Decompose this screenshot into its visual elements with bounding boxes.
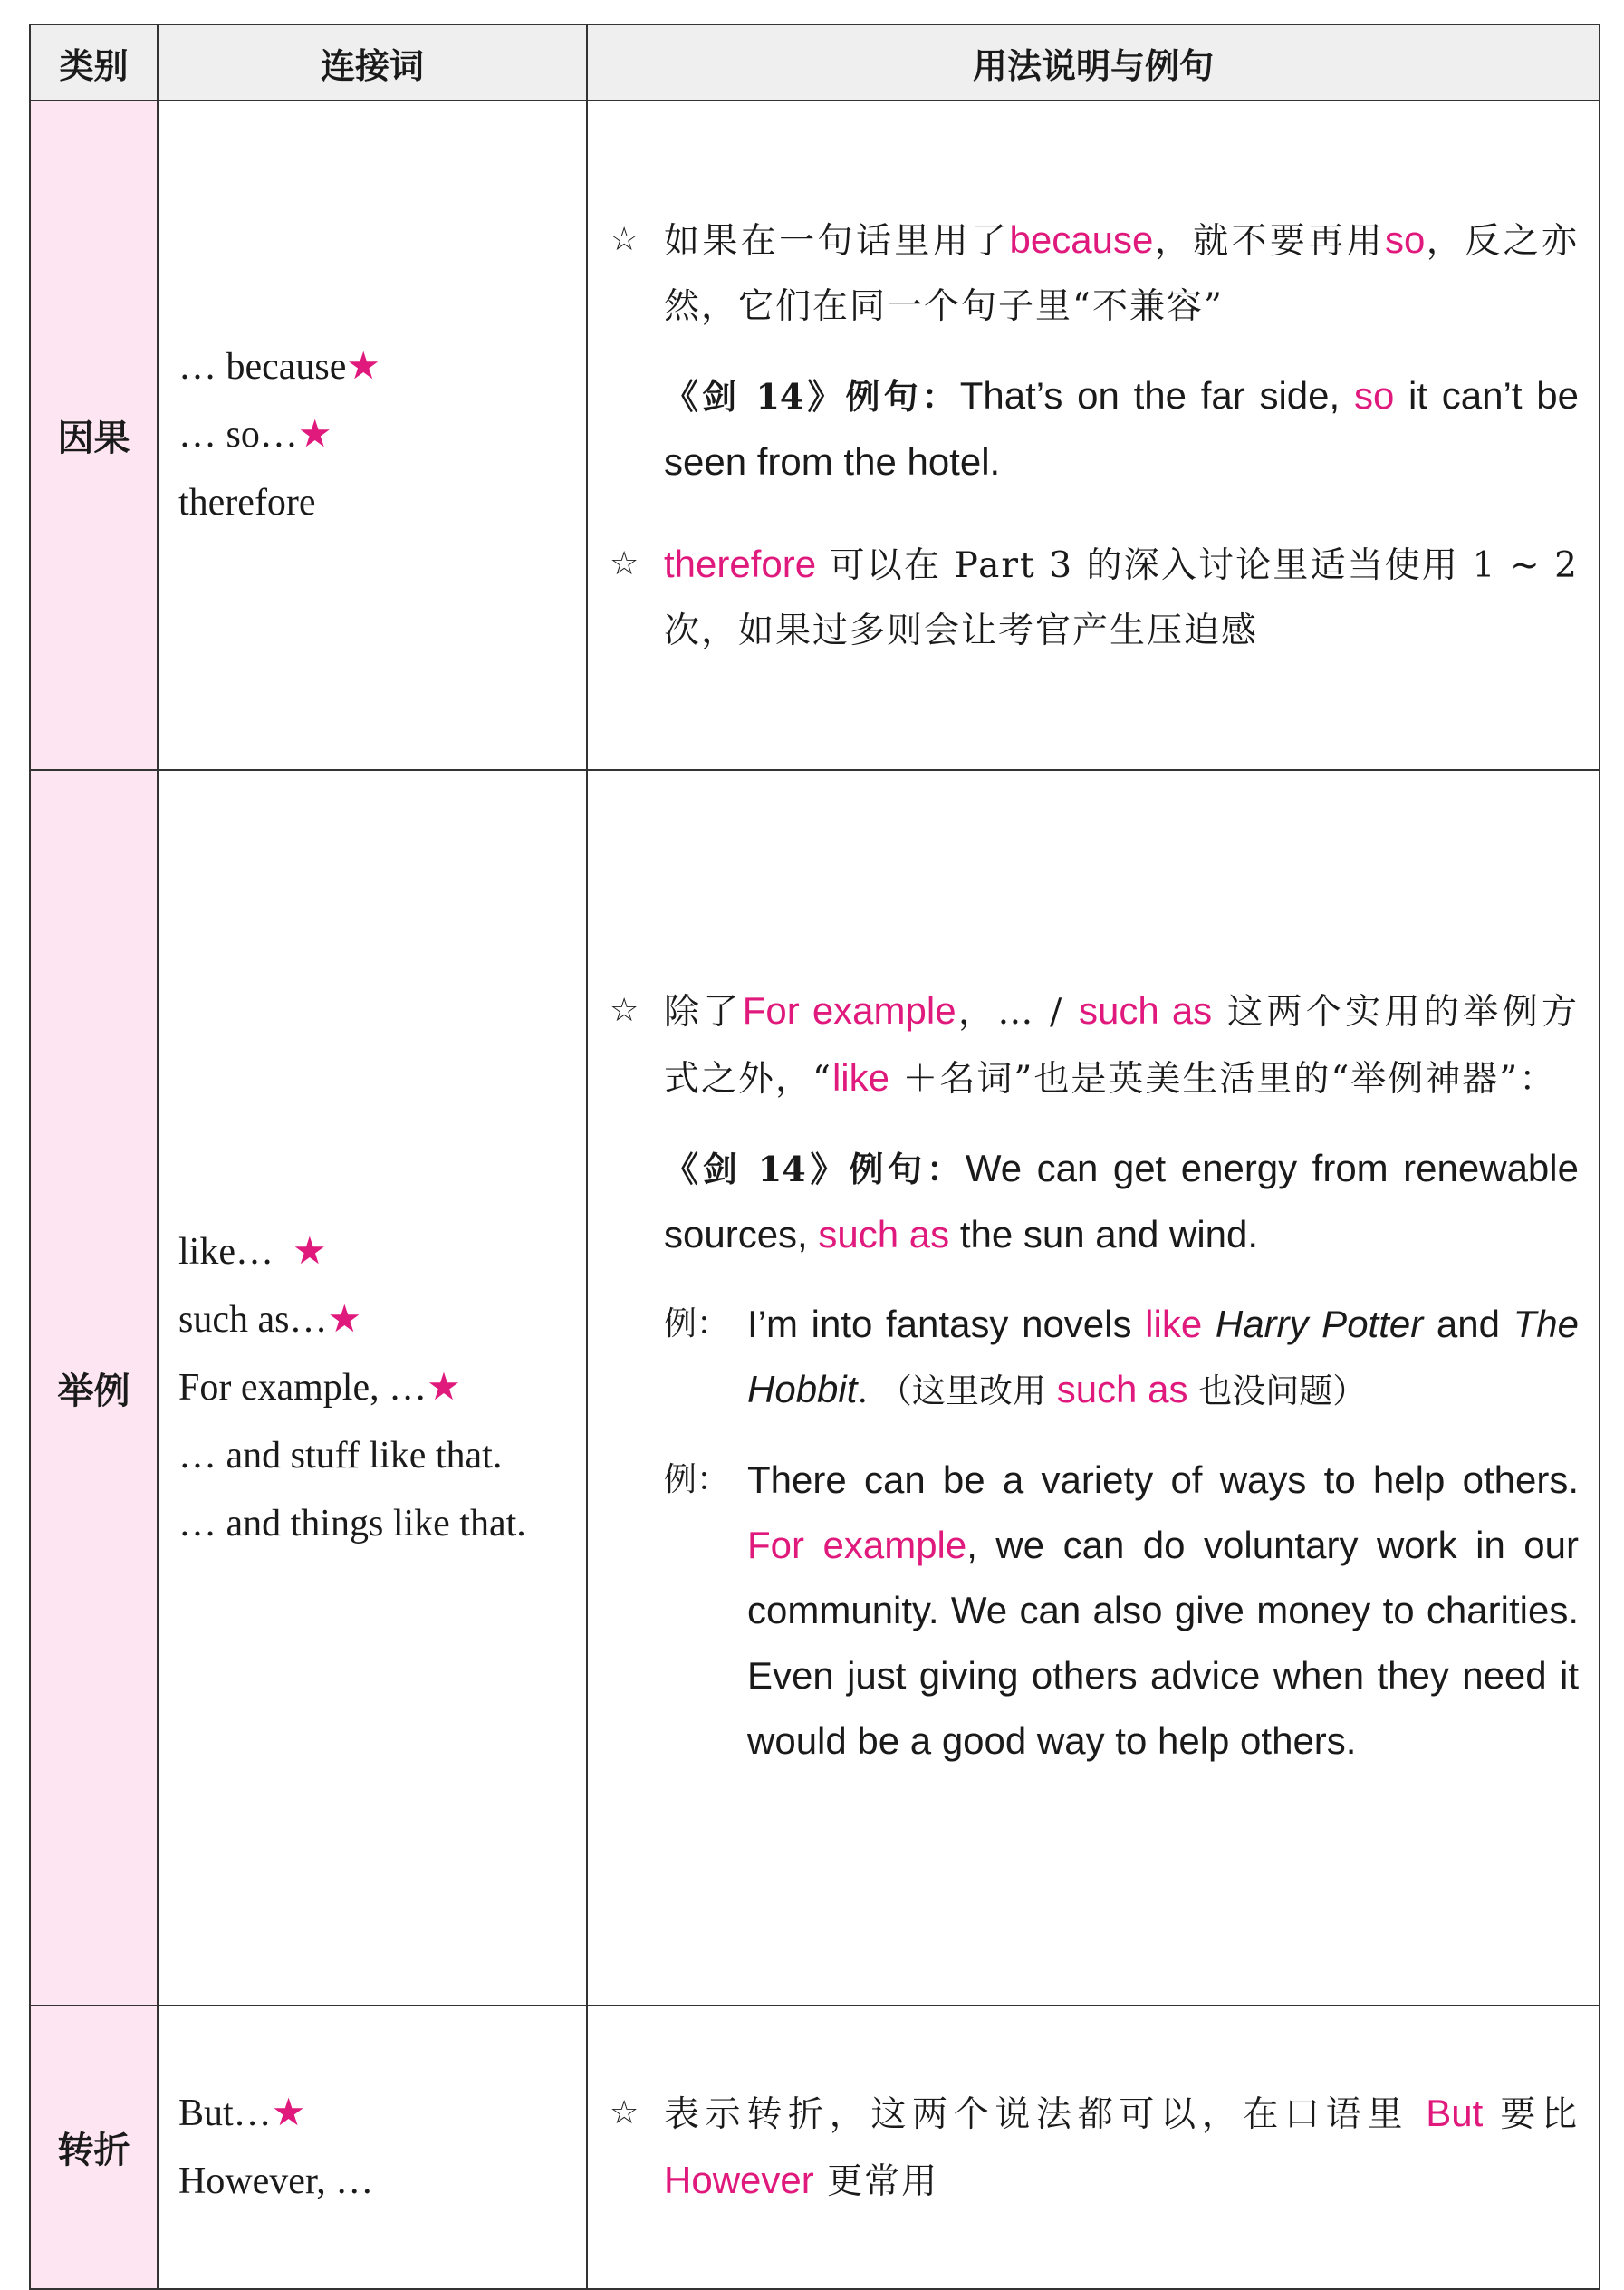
- usage-note: ☆ 如果在一句话里用了because，就不要再用so，反之亦然，它们在同一个句子里“不兼容”: [610, 207, 1579, 340]
- usage-note: ☆ therefore 可以在 Part 3 的深入讨论里适当使用 1 ~ 2次，如果过多则会让考官产生压迫感: [610, 532, 1579, 664]
- connector-item: therefore: [178, 482, 316, 524]
- example-sentence: 《剑 14》例句：We can get energy from renewable sources, such as the sun and wind.: [664, 1147, 1579, 1256]
- connectives-table: [29, 24, 1600, 2290]
- category-example: 举例: [30, 770, 158, 2006]
- usage-example: [587, 770, 1600, 2006]
- bullet-star-icon: ☆: [610, 2093, 639, 2131]
- connector-item: … and things like that.: [178, 1502, 526, 1544]
- bullet-star-icon: ☆: [610, 992, 639, 1029]
- star-icon: ★: [427, 1366, 461, 1409]
- bullet-star-icon: ☆: [610, 220, 639, 258]
- connectors-contrast: [158, 2006, 587, 2289]
- connector-item: … and stuff like that.: [178, 1434, 503, 1477]
- star-icon: ★: [327, 1298, 362, 1341]
- usage-note: ☆ 表示转折，这两个说法都可以，在口语里 But 要比 However 更常用: [610, 2081, 1579, 2215]
- row-contrast: [30, 2006, 1600, 2289]
- usage-note: ☆ 除了For example，… / such as 这两个实用的举例方式之外，“like ＋名词”也是英美生活里的“举例神器”：: [610, 978, 1579, 1112]
- connector-item: … so…★: [178, 414, 332, 456]
- row-example: [30, 770, 1600, 2006]
- connector-item: … because★: [178, 346, 381, 388]
- category-contrast: 转折: [30, 2006, 158, 2289]
- example-item: 例： I’m into fantasy novels like Harry Potter and The Hobbit. （这里改用 such as 也没问题）: [664, 1303, 1579, 1410]
- row-cause: [30, 101, 1600, 770]
- star-icon: ★: [297, 414, 332, 456]
- connector-item: For example, …★: [178, 1366, 461, 1409]
- connectors-example: [158, 770, 587, 2006]
- header-usage: 用法说明与例句: [587, 24, 1600, 101]
- connectors-cause: [158, 101, 587, 770]
- connector-item: such as…★: [178, 1298, 362, 1341]
- usage-contrast: [587, 2006, 1600, 2289]
- category-cause: 因果: [30, 101, 158, 770]
- bullet-star-icon: ☆: [610, 544, 639, 582]
- connector-item: But…★: [178, 2092, 306, 2134]
- header-row: [30, 24, 1600, 101]
- example-item: 例： There can be a variety of ways to help others. For example, we can do voluntary work in our community. We can also give money to charities. Even just giving others advice when they need it would be a good way to help others.: [664, 1458, 1579, 1762]
- star-icon: ★: [292, 1230, 327, 1273]
- star-icon: ★: [271, 2092, 306, 2134]
- header-connectors: 连接词: [158, 24, 587, 101]
- connector-item: like… ★: [178, 1230, 327, 1273]
- usage-cause: [587, 101, 1600, 770]
- star-icon: ★: [346, 346, 381, 388]
- connector-item: However, …: [178, 2160, 374, 2202]
- header-category: 类别: [30, 24, 158, 101]
- example-sentence: 《剑 14》例句：That’s on the far side, so it can’t be seen from the hotel.: [664, 373, 1579, 483]
